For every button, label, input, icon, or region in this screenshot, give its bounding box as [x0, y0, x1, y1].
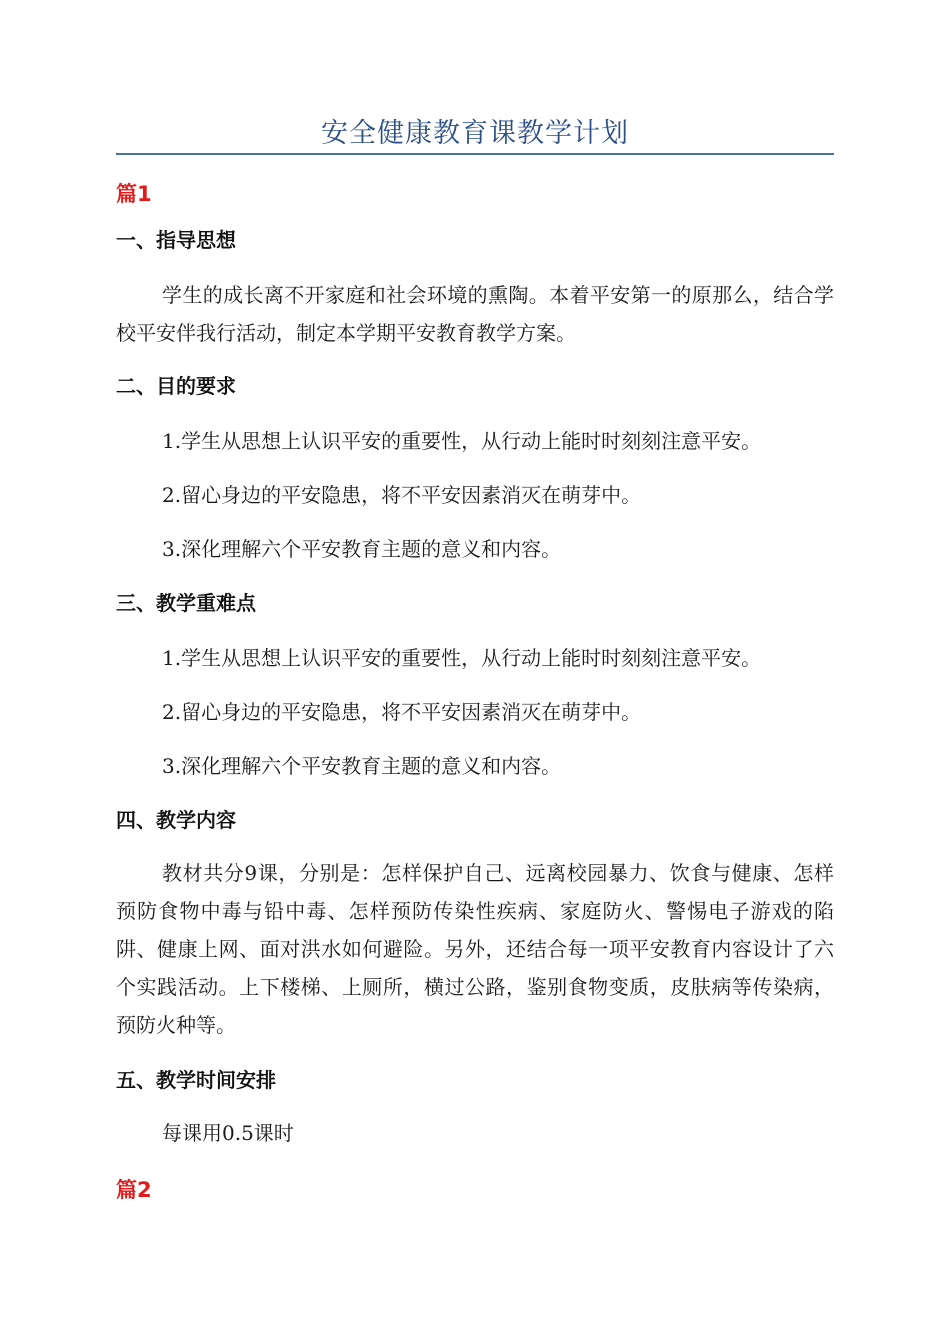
list-item: 2.留心身边的平安隐患，将不平安因素消灭在萌芽中。: [162, 700, 642, 724]
section-heading-key-points: 三、教学重难点: [116, 591, 256, 615]
list-item: 1.学生从思想上认识平安的重要性，从行动上能时时刻刻注意平安。: [162, 429, 762, 453]
title-underline: [116, 153, 834, 155]
paragraph: 学生的成长离不开家庭和社会环境的熏陶。本着平安第一的原那么，结合学校平安伴我行活动，制定本学期平安教育教学方案。: [116, 283, 834, 345]
section-heading-objectives: 二、目的要求: [116, 374, 236, 398]
part-label-1: 篇1: [116, 182, 152, 206]
section-heading-guiding-thought: 一、指导思想: [116, 228, 236, 252]
list-item: 2.留心身边的平安隐患，将不平安因素消灭在萌芽中。: [162, 483, 642, 507]
list-item: 3.深化理解六个平安教育主题的意义和内容。: [162, 537, 562, 561]
part-label-2: 篇2: [116, 1178, 152, 1202]
section-heading-content: 四、教学内容: [116, 808, 236, 832]
list-item: 3.深化理解六个平安教育主题的意义和内容。: [162, 754, 562, 778]
section-heading-schedule: 五、教学时间安排: [116, 1068, 276, 1092]
document-title: 安全健康教育课教学计划: [321, 118, 629, 149]
paragraph: 教材共分9课，分别是：怎样保护自己、远离校园暴力、饮食与健康、怎样预防食物中毒与铅中毒、怎样预防传染性疾病、家庭防火、警惕电子游戏的陷阱、健康上网、面对洪水如何避险。另外，还结合每一项平安教育内容设计了六个实践活动。上下楼梯、上厕所，横过公路，鉴别食物变质，皮肤病等传染病，预防火种等。: [116, 861, 834, 1037]
paragraph: 每课用0.5课时: [162, 1121, 294, 1145]
list-item: 1.学生从思想上认识平安的重要性，从行动上能时时刻刻注意平安。: [162, 646, 762, 670]
